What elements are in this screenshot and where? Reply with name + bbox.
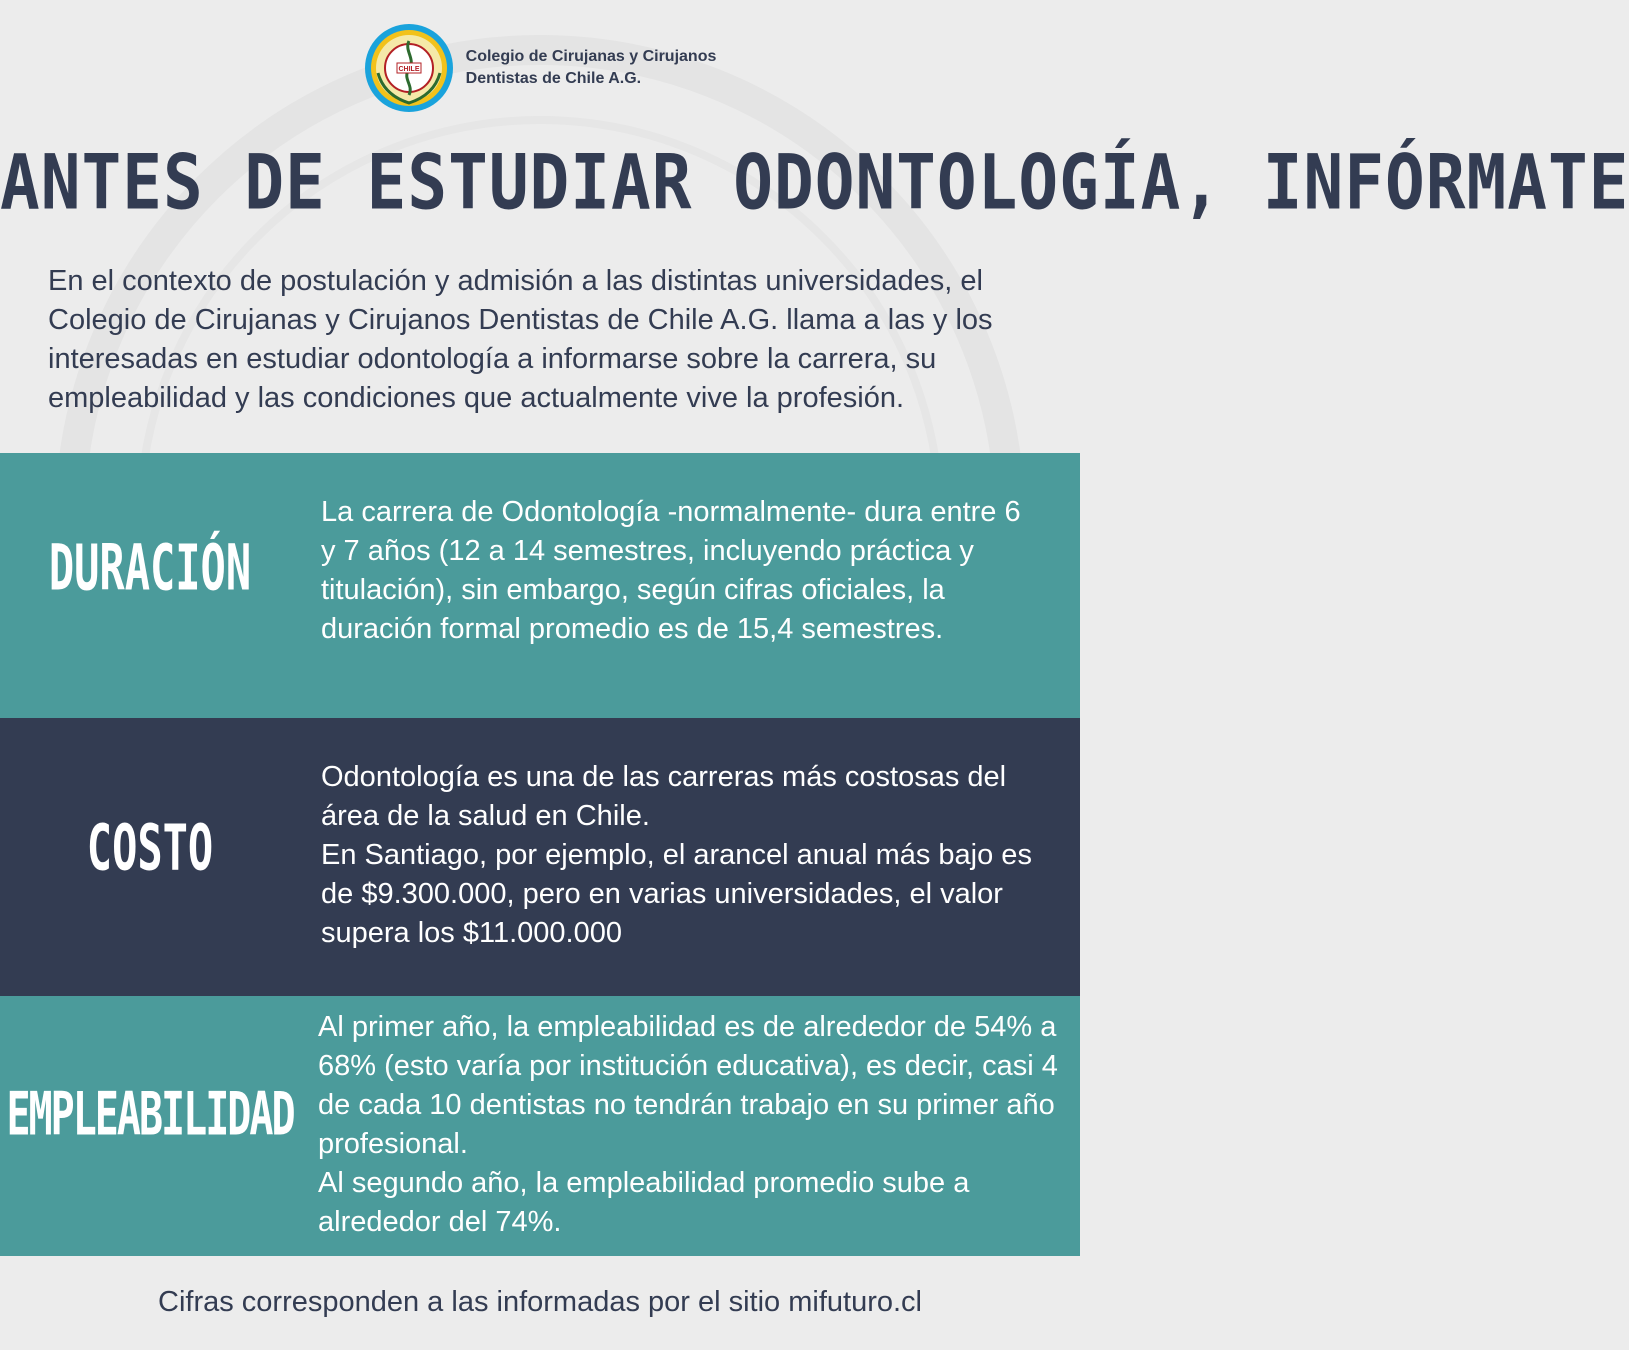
- duracion-text: La carrera de Odontología -normalmente- dura entre 6 y 7 años (12 a 14 semestres, incluyendo práctica y titulación), sin embargo, según cifras oficiales, la duración formal promedio es de 15,4 semestres.: [321, 496, 1021, 645]
- costo-label: COSTO: [86, 810, 214, 885]
- section-empleabilidad: [0, 996, 1080, 1256]
- header: [0, 22, 1080, 114]
- empleabilidad-text: Al primer año, la empleabilidad es de alrededor de 54% a 68% (esto varía por institución educativa), es decir, casi 4 de cada 10 dentistas no tendrán trabajo en su primer año profesional. Al segundo año, la empleabilidad promedio sube a alrededor del 74%.: [318, 1011, 1058, 1238]
- intro-paragraph: En el contexto de postulación y admisión a las distintas universidades, el Colegio de Cirujanas y Cirujanos Dentistas de Chile A.G. llama a las y los interesadas en estudiar odontología a informarse sobre la carrera, su empleabilidad y las condiciones que actualmente vive la profesión.: [48, 265, 993, 414]
- duracion-label: DURACIÓN: [48, 530, 252, 605]
- college-logo: [364, 23, 454, 113]
- footer-note: Cifras corresponden a las informadas por el sitio mifuturo.cl: [158, 1286, 922, 1318]
- empleabilidad-label: EMPLEABILIDAD: [6, 1080, 294, 1150]
- logo-text: CHILE: [398, 66, 420, 73]
- section-duracion: [0, 453, 1080, 718]
- org-name: Colegio de Cirujanas y Cirujanos Dentistas de Chile A.G.: [465, 48, 717, 87]
- section-costo: [0, 718, 1080, 996]
- costo-text: Odontología es una de las carreras más costosas del área de la salud en Chile. En Santiago, por ejemplo, el arancel anual más bajo es de $9.300.000, pero en varias universidades, el valor supera los $11.000.000: [321, 761, 1032, 949]
- page-title: ANTES DE ESTUDIAR ODONTOLOGÍA, INFÓRMATE: [0, 138, 1629, 227]
